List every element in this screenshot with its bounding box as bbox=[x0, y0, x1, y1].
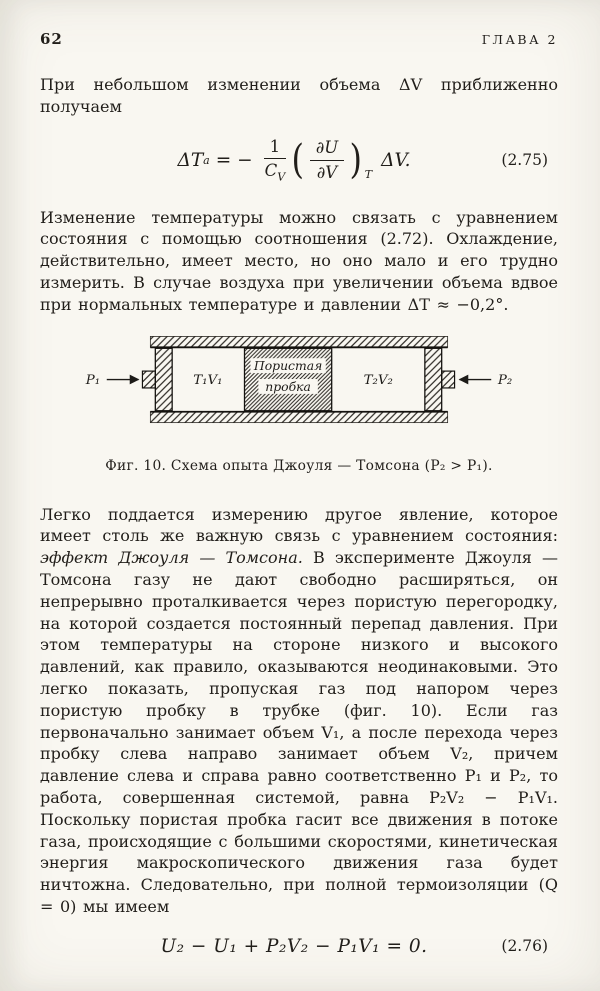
label-t2v2: T₂V₂ bbox=[363, 372, 393, 388]
figure-caption: Фиг. 10. Схема опыта Джоуля — Томсона (P₂ > P₁). bbox=[105, 457, 493, 474]
equation-2-75 bbox=[40, 136, 548, 185]
eq275-lhs: ΔT bbox=[177, 149, 204, 171]
piston-left-stem bbox=[142, 371, 155, 388]
label-t1v1: T₁V₁ bbox=[193, 372, 223, 388]
page-header bbox=[40, 30, 558, 48]
eq275-fraction-1 bbox=[264, 136, 287, 185]
plug-label-line1: Пористая bbox=[253, 358, 323, 373]
chapter-heading: ГЛАВА 2 bbox=[481, 32, 558, 47]
eq275-frac1-den-base: C bbox=[264, 161, 278, 181]
eq275-lhs-subscript: a bbox=[203, 153, 210, 167]
page-number: 62 bbox=[40, 30, 63, 48]
eq275-frac2-numerator: ∂U bbox=[310, 137, 344, 160]
paragraph-intro: При небольшом изменении объема ΔV приближенно получаем bbox=[40, 75, 558, 116]
paragraph-temperature: Изменение температуры можно связать с уравнением состояния с помощью соотношения (2.72). Охлаждение, действительно, имеет место, но оно мало и его трудно измерить. В случае воздуха при увеличении объема вдвое при нормальных температуре и давлении ΔT ≈ −0,2°. bbox=[40, 207, 558, 314]
eq275-paren-subscript: T bbox=[364, 167, 373, 181]
figure-joule-thomson bbox=[40, 332, 558, 474]
eq275-frac1-denominator bbox=[265, 159, 286, 185]
eq275-frac2-denominator: ∂V bbox=[316, 162, 338, 182]
joule-thomson-effect-emphasis: эффект Джоуля — Томсона. bbox=[40, 548, 303, 568]
piston-right-stem bbox=[442, 371, 455, 388]
label-p1: P₁ bbox=[85, 372, 101, 388]
paragraph-joule-thomson-start: Легко поддается измерению другое явление, которое имеет столь же важную связь с уравнением состояния: bbox=[40, 504, 558, 546]
eq276-body: U₂ − U₁ + P₂V₂ − P₁V₁ = 0. bbox=[160, 935, 428, 957]
eq276-number: (2.76) bbox=[501, 937, 548, 956]
piston-right bbox=[425, 348, 442, 410]
equation-2-76 bbox=[40, 936, 548, 957]
eq275-frac1-numerator: 1 bbox=[264, 136, 287, 159]
label-p2: P₂ bbox=[497, 372, 513, 388]
eq275-rhs: ΔV. bbox=[381, 149, 411, 171]
equation-2-75-body: ΔT a = − $\frac{1}{C_V}$ ( $\frac{\partial U}{\partial V}$ ) $_T$ ΔV. bbox=[177, 136, 411, 184]
plug-label-line2: пробка bbox=[265, 379, 311, 394]
eq275-number: (2.75) bbox=[501, 151, 548, 170]
eq275-equals-minus: = − bbox=[215, 149, 253, 171]
eq275-frac1-den-subscript: V bbox=[277, 170, 286, 184]
piston-left bbox=[155, 348, 172, 410]
eq275-fraction-2 bbox=[310, 137, 344, 183]
joule-thomson-diagram bbox=[81, 332, 517, 432]
tube-wall-bottom bbox=[150, 411, 447, 422]
tube-wall-top bbox=[150, 336, 447, 347]
paragraph-joule-thomson bbox=[40, 504, 558, 918]
paragraph-joule-thomson-rest: В эксперименте Джоуля — Томсона газу не дают свободно расширяться, он непрерывно проталкивается через пористую перегородку, на которой создается постоянный перепад давления. При этом температуры на стороне низкого и высокого давлений, как правило, оказываются неодинаковыми. Это легко показать, пропуская газ под напором через пористую пробку в трубке (фиг. 10). Если газ первоначально занимает объем V₁, а после перехода через пробку слева направо занимает объем V₂, причем давление слева и справа равно соответственно P₁ и P₂, то работа, совершенная системой, равна P₂V₂ − P₁V₁. Поскольку пористая пробка гасит все движения в потоке газа, происходящие с большими скоростями, кинетическая энергия макроскопического движения газа будет ничтожна. Следовательно, при полной термоизоляции (Q = 0) мы имеем bbox=[40, 548, 558, 916]
